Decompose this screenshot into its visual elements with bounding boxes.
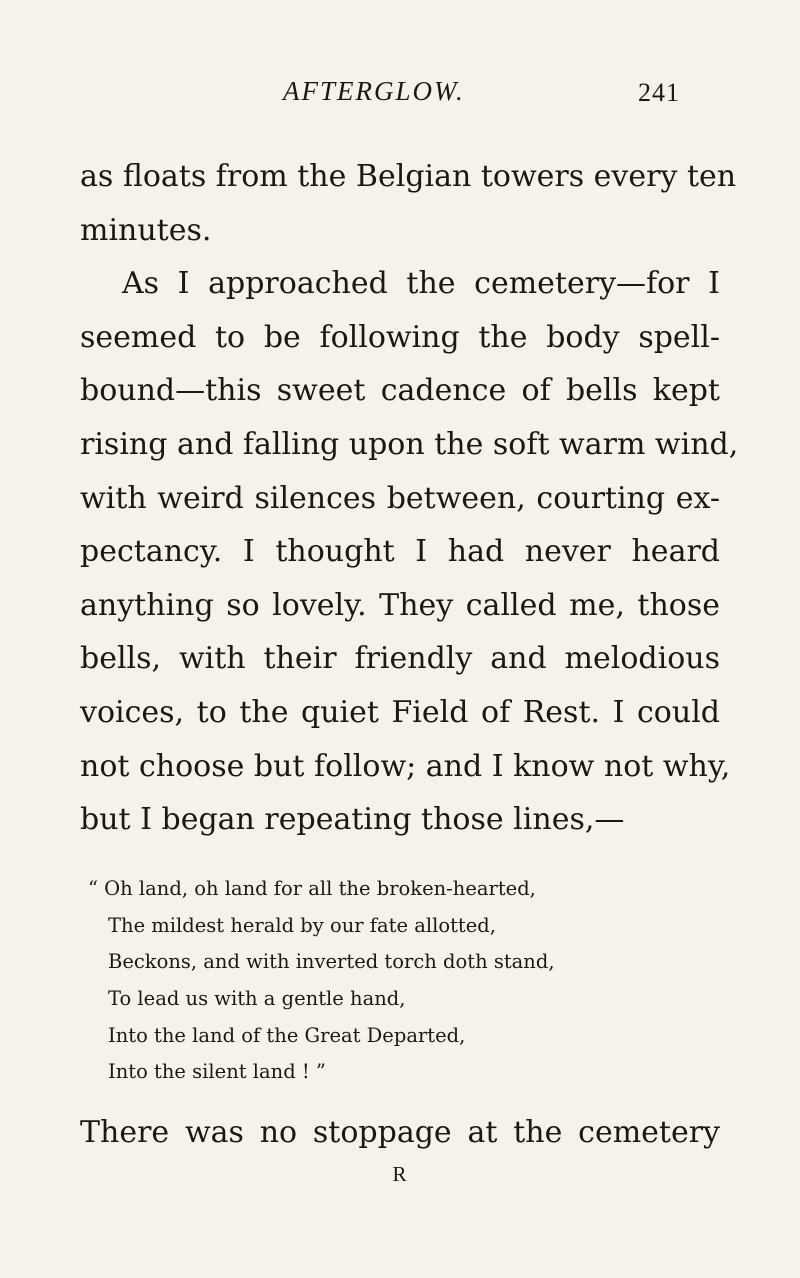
text-line: minutes. — [80, 212, 212, 248]
running-head — [0, 76, 800, 110]
body-paragraphs — [80, 150, 739, 847]
page-number: 241 — [638, 78, 680, 107]
text-line: seemed to be following the body spell- — [80, 319, 720, 355]
text-line: There was no stoppage at the cemetery — [80, 1115, 720, 1150]
text-line: not choose but follow; and I know not why, — [80, 748, 731, 784]
text-line: As I approached the cemetery—for I — [122, 266, 720, 302]
text-line: as floats from the Belgian towers every ten — [80, 159, 737, 194]
poem-line: “ Oh land, oh land for all the broken-hearted, — [88, 877, 536, 900]
text-line: rising and falling upon the soft warm wind, — [80, 426, 739, 462]
poem-quotation — [80, 871, 720, 1091]
text-line: bound—this sweet cadence of bells kept — [80, 373, 720, 409]
running-title: AFTERGLOW. — [283, 76, 465, 106]
closing-paragraph — [80, 1106, 720, 1160]
text-line: anything so lovely. They called me, those — [80, 587, 720, 623]
text-line: pectancy. I thought I had never heard — [80, 534, 720, 570]
signature-mark: R — [392, 1162, 408, 1186]
text-line: voices, to the quiet Field of Rest. I could — [80, 694, 720, 730]
text-line: bells, with their friendly and melodious — [80, 641, 720, 677]
poem-line: Into the silent land ! ” — [108, 1060, 326, 1084]
poem-line: To lead us with a gentle hand, — [108, 987, 406, 1011]
poem-line: Into the land of the Great Departed, — [108, 1023, 466, 1047]
text-line: but I began repeating those lines,— — [80, 802, 625, 838]
poem-line: The mildest herald by our fate allotted, — [108, 913, 496, 937]
text-line: with weird silences between, courting ex- — [80, 480, 720, 516]
poem-line: Beckons, and with inverted torch doth stand, — [108, 950, 555, 974]
